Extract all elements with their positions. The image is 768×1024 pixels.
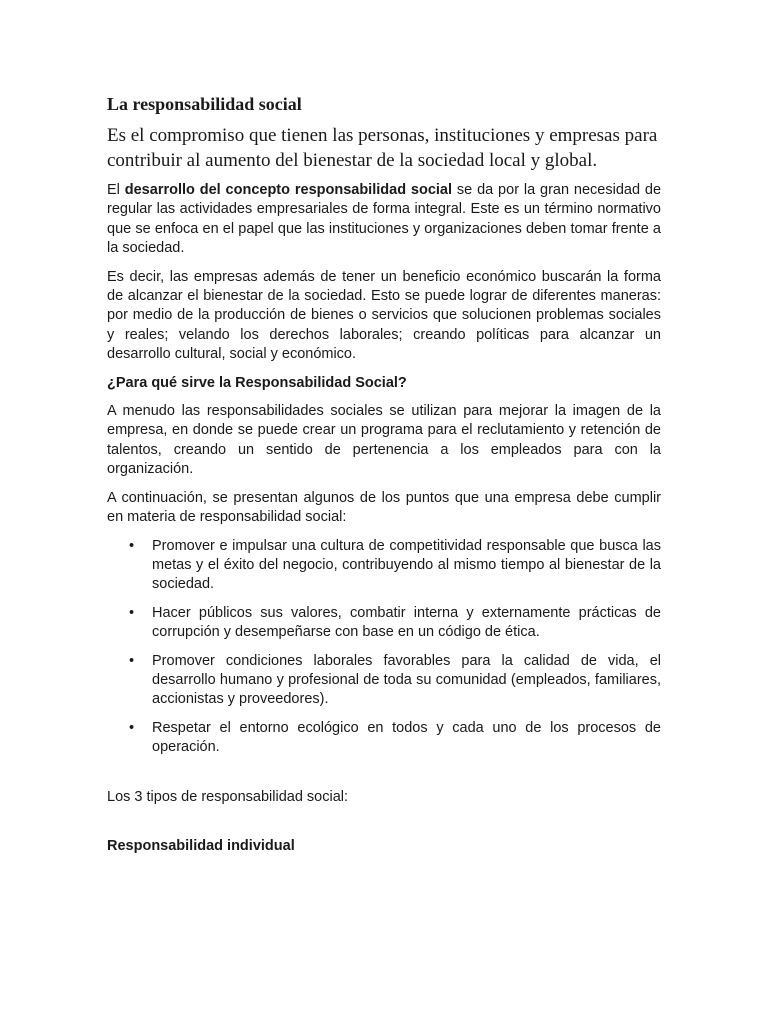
paragraph-points-intro: A continuación, se presentan algunos de los puntos que una empresa debe cumplir en materia de responsabilidad social:: [107, 489, 661, 526]
document-subtitle: Es el compromiso que tienen las personas, instituciones y empresas para contribuir al aumento del bienestar de la sociedad local y global.: [107, 125, 658, 171]
list-item: [107, 719, 661, 758]
paragraph-concept-post: se da por la gran necesidad de regular las actividades empresariales de forma integral. Este es un término normativo que se enfoca en el papel que las instituciones y organizaciones deben tomar frente a la sociedad.: [107, 182, 662, 257]
paragraph-concept-pre: El: [107, 182, 125, 198]
paragraph-concept-bold: desarrollo del concepto responsabilidad social: [124, 182, 453, 198]
heading-individual: Responsabilidad individual: [107, 837, 295, 854]
paragraph-purpose: A menudo las responsabilidades sociales se utilizan para mejorar la imagen de la empresa, en donde se puede crear un programa para el reclutamiento y retención de talentos, creando un sentido de pertenencia a los empleados para con la organización.: [107, 403, 661, 478]
list-item: [107, 604, 661, 643]
bullet-icon: •: [129, 719, 135, 736]
list-item-text: Respetar el entorno ecológico en todos y cada uno de los procesos de operación.: [152, 719, 661, 756]
list-item: [107, 652, 661, 710]
bullet-icon: •: [129, 652, 135, 669]
list-item: [107, 537, 661, 595]
list-item-text: Promover e impulsar una cultura de competitividad responsable que busca las metas y el éxito del negocio, contribuyendo al mismo tiempo al bienestar de la sociedad.: [152, 537, 661, 593]
list-item-text: Promover condiciones laborales favorables para la calidad de vida, el desarrollo humano y profesional de toda su comunidad (empleados, familiares, accionistas y proveedores).: [152, 652, 661, 708]
document-page: [107, 92, 661, 865]
document-title: La responsabilidad social: [107, 94, 302, 114]
list-item-text: Hacer públicos sus valores, combatir interna y externamente prácticas de corrupción y desempeñarse con base en un código de ética.: [152, 604, 661, 641]
points-list: [107, 537, 661, 758]
bullet-icon: •: [129, 537, 135, 554]
paragraph-concept: [107, 181, 661, 259]
bullet-icon: •: [129, 604, 135, 621]
heading-purpose: ¿Para qué sirve la Responsabilidad Social?: [107, 374, 407, 391]
paragraph-types-intro: Los 3 tipos de responsabilidad social:: [107, 788, 349, 805]
paragraph-benefits: Es decir, las empresas además de tener un beneficio económico buscarán la forma de alcanzar el bienestar de la sociedad. Esto se puede lograr de diferentes maneras: por medio de la producción de bienes o servicios que solucionen problemas sociales y reales; velando los derechos laborales; creando políticas para alcanzar un desarrollo cultural, social y económico.: [107, 268, 661, 363]
